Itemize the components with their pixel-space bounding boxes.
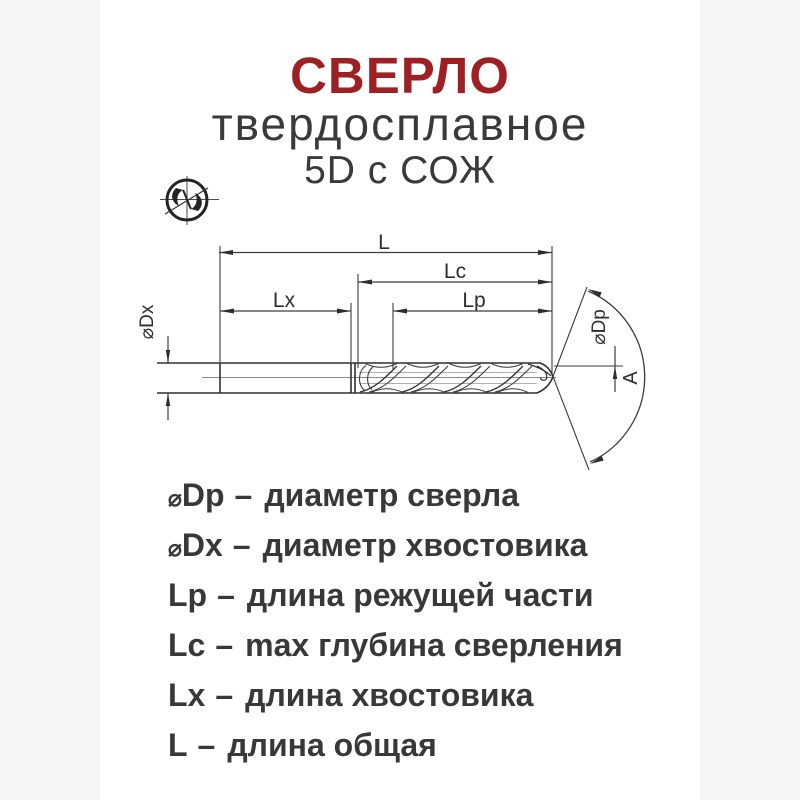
legend-dash: – [217,577,235,613]
dimension-shank-diameter [137,304,170,420]
legend-dash: – [197,727,216,763]
page-title: СВЕРЛО [290,47,510,104]
legend-symbol [168,627,205,663]
legend-row-lx [168,670,688,720]
legend-row-l [168,720,688,770]
label-max-depth: Lc [443,260,467,283]
legend-row-dx [168,520,688,570]
dimension-shank-length [220,289,351,314]
content-card [100,0,700,800]
legend-row-lp [168,570,688,620]
drill-spiral-main [360,366,523,392]
legend-symbol [168,727,188,763]
extension-lines [220,246,552,374]
label-drill-diameter: ⌀Dp [589,309,610,345]
legend-description: max глубина сверления [245,627,623,663]
legend-symbol-text: Dp [181,477,225,513]
legend-dash: – [232,527,251,563]
dimension-max-depth [358,260,552,285]
legend-dash: – [234,477,253,513]
legend-description: диаметр хвостовика [262,527,588,563]
subtitle-material: твердосплавное [211,98,589,150]
legend [168,470,688,770]
label-total-length: L [378,231,390,254]
legend-description: длина общая [227,727,437,763]
legend-description: длина хвостовика [245,677,534,713]
legend-description: длина режущей части [246,577,594,613]
legend-symbol [168,527,223,563]
dimension-total-length [219,231,552,255]
legend-description: диаметр сверла [264,477,519,513]
legend-symbol-text: L [168,727,188,763]
legend-symbol [168,477,225,513]
drill-side-view [157,363,556,393]
drill-spiral-top-wraps [365,364,523,368]
legend-symbol-text: Lp [168,577,208,613]
diameter-sign: ⌀ [168,485,182,511]
legend-symbol-text: Lc [168,627,206,663]
legend-dash: – [215,627,234,663]
label-shank-length: Lx [272,289,296,312]
legend-row-dp [168,470,688,520]
legend-dash: – [215,677,234,713]
dimension-drill-diameter [554,309,623,392]
legend-row-lc [168,620,688,670]
drill-cross-section-icon [160,176,219,225]
legend-symbol-text: Dx [181,527,223,563]
legend-symbol [168,677,205,713]
label-cutting-length: Lp [462,289,486,312]
dimension-cutting-length [393,289,552,314]
legend-symbol [168,577,207,613]
subtitle-spec: 5D с СОЖ [304,149,496,192]
label-shank-diameter: ⌀Dx [137,304,158,340]
diameter-sign: ⌀ [168,535,182,561]
label-point-angle: A [620,371,642,385]
drill-diagram [100,165,700,485]
legend-symbol-text: Lx [168,677,206,713]
